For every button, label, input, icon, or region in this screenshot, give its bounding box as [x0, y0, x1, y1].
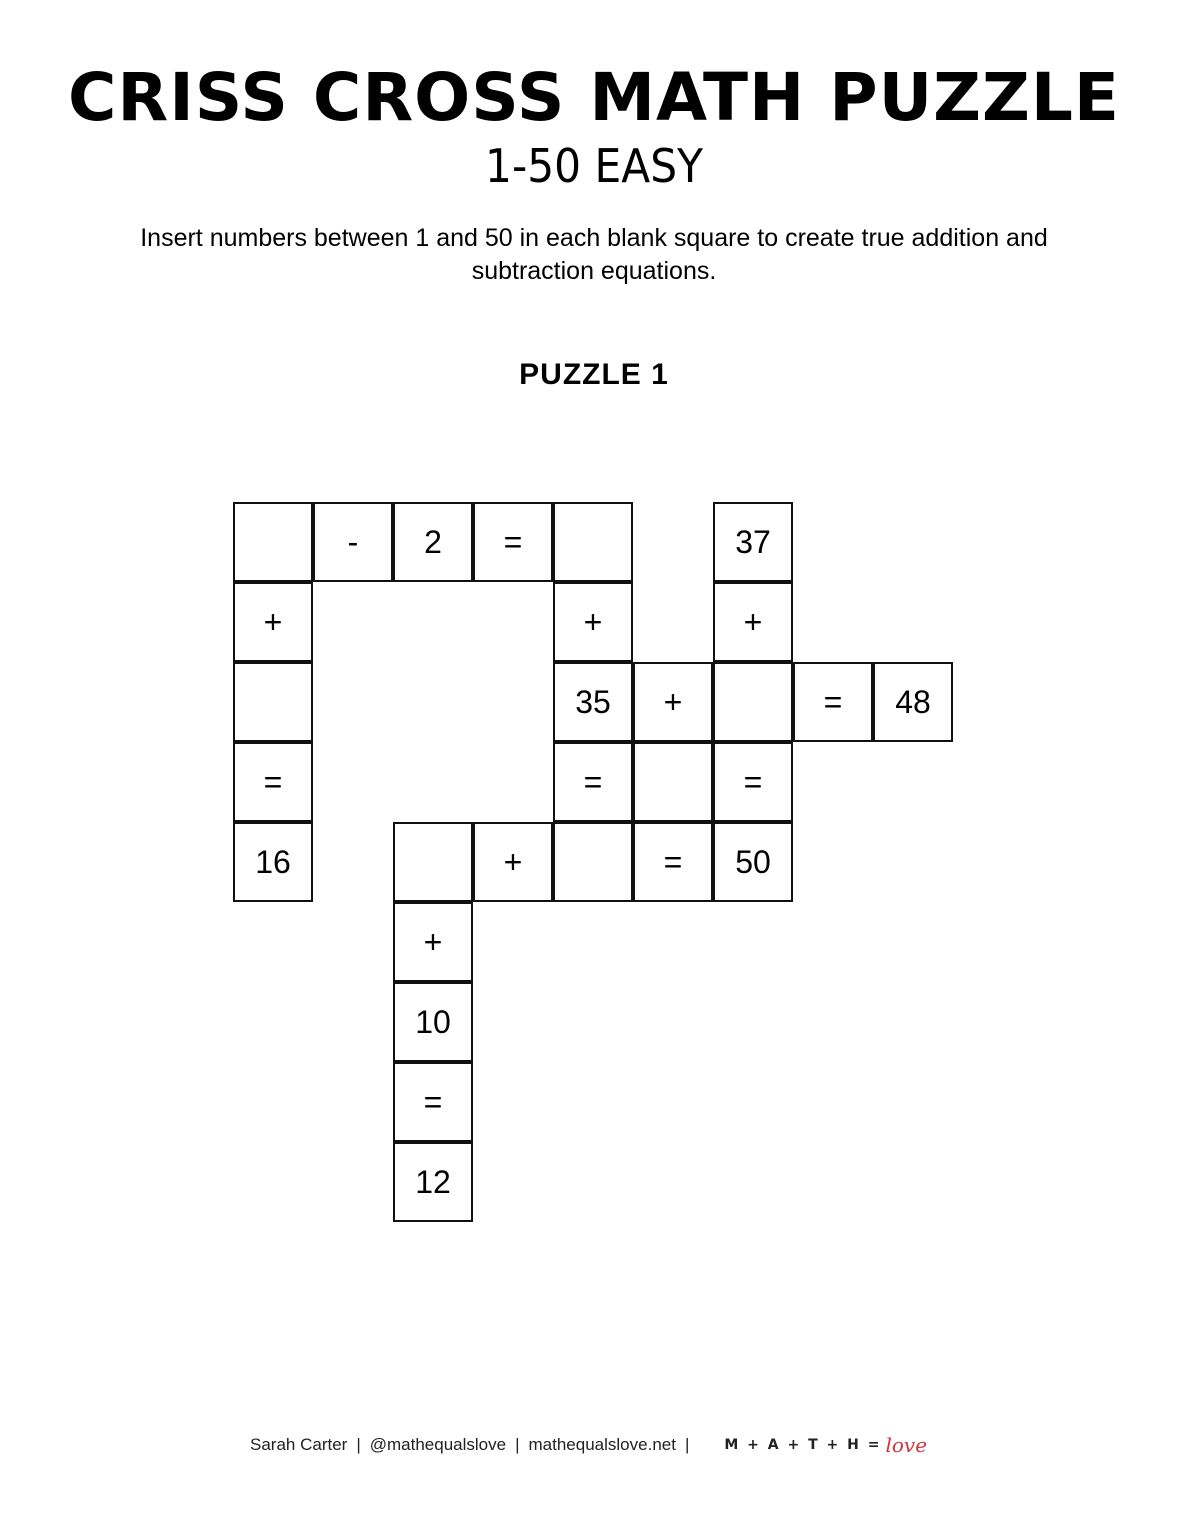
footer-separator: |	[684, 1435, 690, 1454]
operator-cell: +	[633, 662, 713, 742]
blank-answer-cell[interactable]	[233, 502, 313, 582]
blank-answer-cell[interactable]	[553, 502, 633, 582]
blank-answer-cell[interactable]	[553, 822, 633, 902]
puzzle-grid	[233, 502, 957, 1226]
brand-script-love: love	[885, 1433, 928, 1457]
given-number-cell: 48	[873, 662, 953, 742]
operator-cell: +	[713, 582, 793, 662]
given-number-cell: 35	[553, 662, 633, 742]
given-number-cell: 10	[393, 982, 473, 1062]
given-number-cell: 50	[713, 822, 793, 902]
operator-cell: =	[713, 742, 793, 822]
footer-separator: |	[515, 1435, 520, 1454]
operator-cell: =	[473, 502, 553, 582]
blank-answer-cell[interactable]	[393, 822, 473, 902]
brand-letters: M + A + T + H =	[724, 1437, 882, 1453]
given-number-cell: 37	[713, 502, 793, 582]
footer-separator: |	[356, 1435, 361, 1454]
blank-answer-cell[interactable]	[233, 662, 313, 742]
operator-cell: +	[553, 582, 633, 662]
footer	[250, 1432, 927, 1458]
page-subtitle: 1-50 EASY	[485, 139, 703, 193]
puzzle-label: PUZZLE 1	[519, 358, 669, 391]
footer-handle: @mathequalslove	[369, 1435, 507, 1454]
operator-cell: =	[233, 742, 313, 822]
operator-cell: +	[233, 582, 313, 662]
operator-cell: +	[473, 822, 553, 902]
blank-answer-cell[interactable]	[633, 742, 713, 822]
page-title: CRISS CROSS MATH PUZZLE	[67, 59, 1121, 136]
given-number-cell: 12	[393, 1142, 473, 1222]
operator-cell: =	[553, 742, 633, 822]
footer-author: Sarah Carter	[250, 1435, 348, 1454]
operator-cell: =	[793, 662, 873, 742]
operator-cell: +	[393, 902, 473, 982]
instructions-text: Insert numbers between 1 and 50 in each blank square to create true addition and subtraction equations.	[140, 224, 1048, 285]
given-number-cell: 16	[233, 822, 313, 902]
operator-cell: =	[633, 822, 713, 902]
given-number-cell: 2	[393, 502, 473, 582]
operator-cell: -	[313, 502, 393, 582]
footer-website: mathequalslove.net	[528, 1435, 676, 1454]
blank-answer-cell[interactable]	[713, 662, 793, 742]
brand-logo	[724, 1433, 927, 1457]
operator-cell: =	[393, 1062, 473, 1142]
